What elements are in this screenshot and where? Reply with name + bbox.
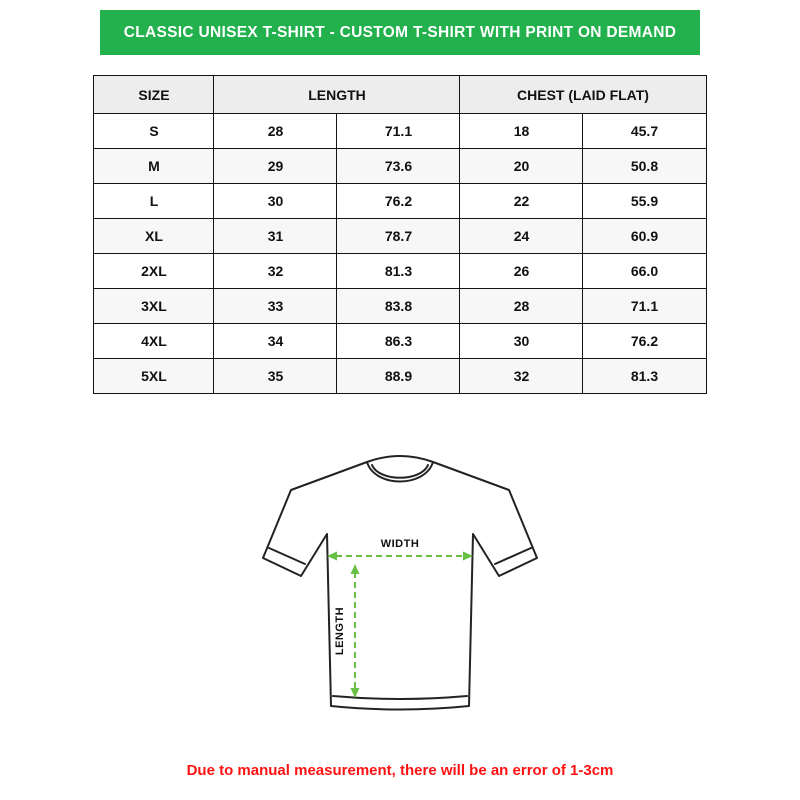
table-row xyxy=(94,184,706,219)
cell-length-in: 31 xyxy=(214,219,337,254)
cell-chest-cm: 45.7 xyxy=(583,114,706,149)
cell-size: 4XL xyxy=(94,324,214,359)
cell-length-cm: 76.2 xyxy=(337,184,460,219)
length-label: LENGTH xyxy=(334,606,346,656)
table-row xyxy=(94,289,706,324)
cell-length-in: 32 xyxy=(214,254,337,289)
table-row xyxy=(94,324,706,359)
title-banner xyxy=(100,10,700,55)
cell-length-in: 29 xyxy=(214,149,337,184)
cell-size: 3XL xyxy=(94,289,214,324)
cell-length-in: 28 xyxy=(214,114,337,149)
measurement-error-note: Due to manual measurement, there will be an error of 1-3cm xyxy=(186,762,614,779)
table-row xyxy=(94,149,706,184)
cell-chest-in: 22 xyxy=(460,184,583,219)
cell-chest-in: 30 xyxy=(460,324,583,359)
cell-length-in: 34 xyxy=(214,324,337,359)
table-row xyxy=(94,359,706,394)
cell-length-cm: 81.3 xyxy=(337,254,460,289)
cell-chest-cm: 50.8 xyxy=(583,149,706,184)
table-row xyxy=(94,254,706,289)
cell-length-cm: 71.1 xyxy=(337,114,460,149)
tshirt-back-collar-line xyxy=(367,456,433,462)
cell-chest-cm: 55.9 xyxy=(583,184,706,219)
cell-length-in: 30 xyxy=(214,184,337,219)
cell-length-cm: 88.9 xyxy=(337,359,460,394)
cell-length-in: 35 xyxy=(214,359,337,394)
cell-size: 5XL xyxy=(94,359,214,394)
cell-length-in: 33 xyxy=(214,289,337,324)
cell-chest-cm: 66.0 xyxy=(583,254,706,289)
tshirt-measurement-diagram xyxy=(255,442,545,742)
cell-size: S xyxy=(94,114,214,149)
tshirt-body-outline xyxy=(263,462,537,710)
tshirt-diagram-svg xyxy=(255,442,545,742)
cell-length-cm: 78.7 xyxy=(337,219,460,254)
cell-chest-in: 18 xyxy=(460,114,583,149)
cell-length-cm: 86.3 xyxy=(337,324,460,359)
cell-chest-in: 20 xyxy=(460,149,583,184)
column-header-length: LENGTH xyxy=(214,76,460,114)
cell-chest-in: 28 xyxy=(460,289,583,324)
column-header-size: SIZE xyxy=(94,76,214,114)
table-header-row xyxy=(94,76,706,114)
column-header-chest: CHEST (LAID FLAT) xyxy=(460,76,706,114)
page-title: CLASSIC UNISEX T-SHIRT - CUSTOM T-SHIRT WITH PRINT ON DEMAND xyxy=(123,23,677,41)
cell-chest-cm: 60.9 xyxy=(583,219,706,254)
width-label: WIDTH xyxy=(380,538,420,550)
table-row xyxy=(94,219,706,254)
size-chart-table xyxy=(93,75,706,394)
cell-size: M xyxy=(94,149,214,184)
cell-chest-in: 24 xyxy=(460,219,583,254)
tshirt-collar-rib-line xyxy=(372,465,428,478)
cell-chest-cm: 81.3 xyxy=(583,359,706,394)
cell-length-cm: 83.8 xyxy=(337,289,460,324)
cell-size: L xyxy=(94,184,214,219)
cell-chest-in: 32 xyxy=(460,359,583,394)
cell-size: 2XL xyxy=(94,254,214,289)
cell-chest-cm: 71.1 xyxy=(583,289,706,324)
cell-length-cm: 73.6 xyxy=(337,149,460,184)
table-row xyxy=(94,114,706,149)
cell-chest-in: 26 xyxy=(460,254,583,289)
cell-chest-cm: 76.2 xyxy=(583,324,706,359)
cell-size: XL xyxy=(94,219,214,254)
